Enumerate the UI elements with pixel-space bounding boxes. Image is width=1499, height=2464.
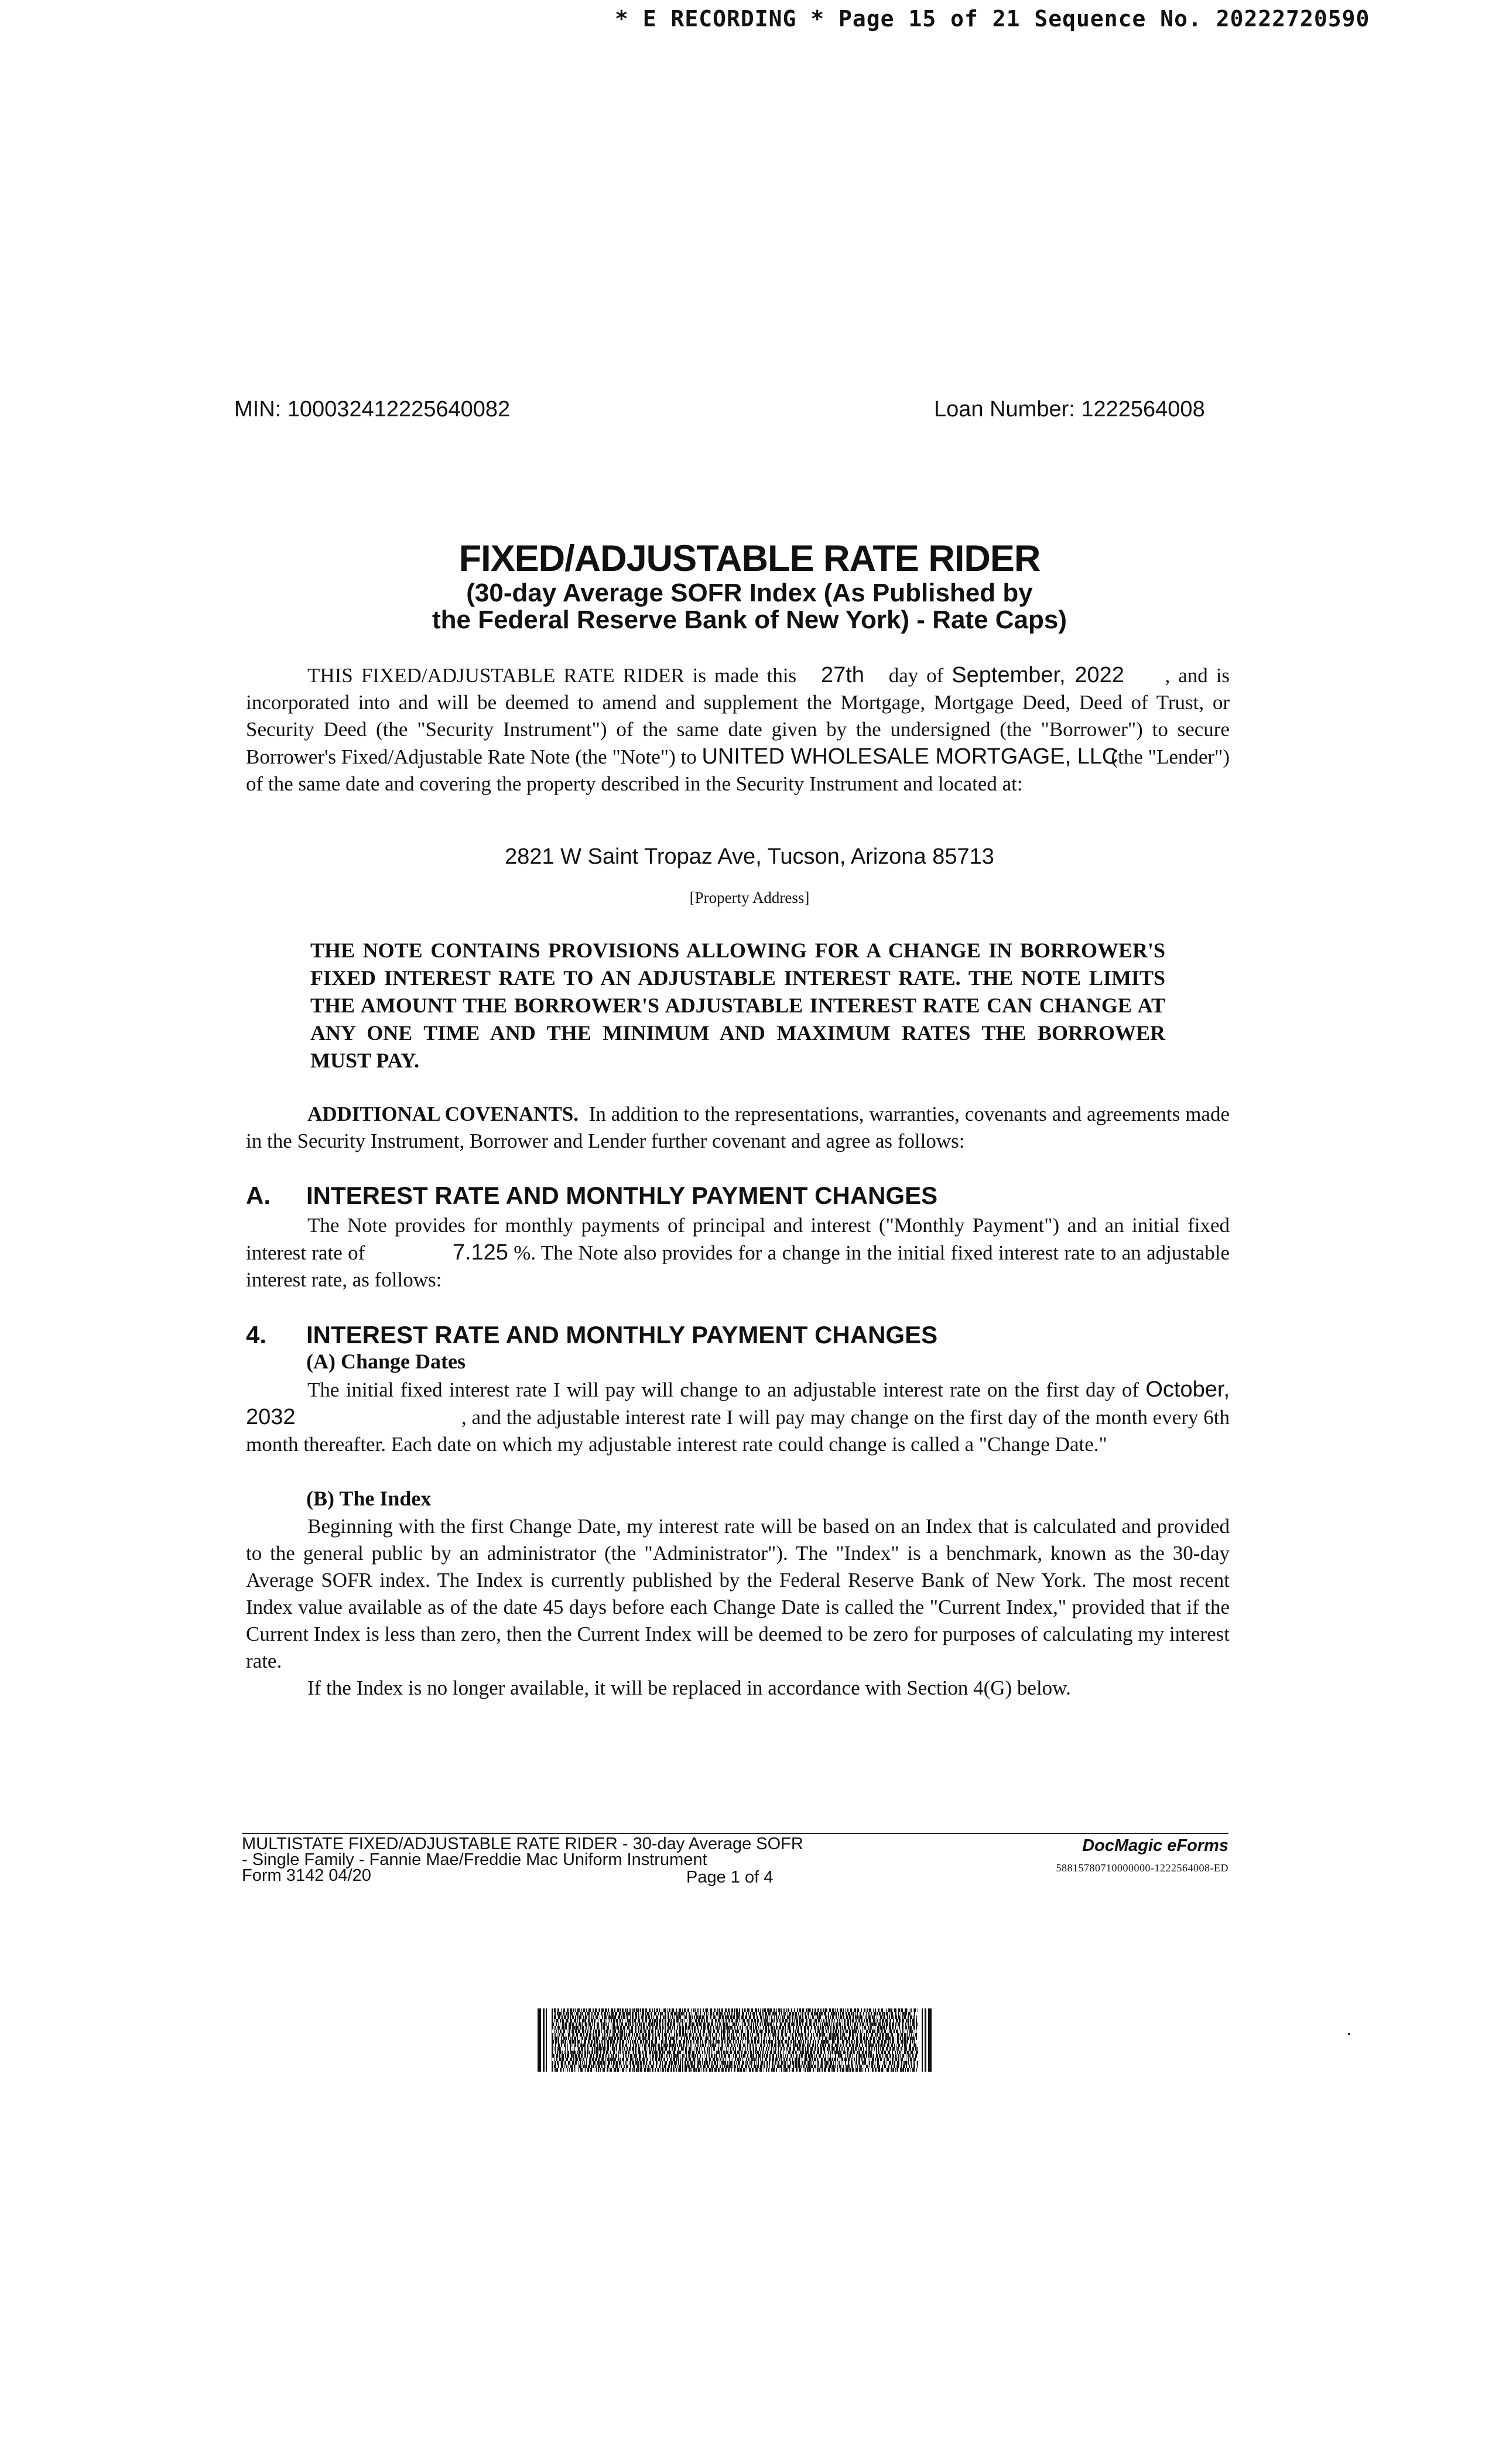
intro-day-of: day of [888,664,944,687]
section-a-text-after: %. The Note also provides for a change in the initial fixed interest rate to an adjustable interest rate, as follows: [246,1241,1230,1291]
loan-number: Loan Number: 1222564008 [934,397,1205,422]
additional-covenants-text: In addition to the representations, warranties, covenants and agreements made in the Security Instrument, Borrower and Lender further covenant and agree as follows: [246,1103,1230,1152]
scan-mark [1348,2033,1350,2035]
index-paragraph-1: Beginning with the first Change Date, my interest rate will be based on an Index that is calculated and provided to the general public by an administrator (the "Administrator"). The "Index" is a benchmark, known as the 30-day Average SOFR index. The Index is currently published by the Federal Reserve Bank of New York. The most recent Index value available as of the date 45 days before each Change Date is called the "Current Index," provided that if the Current Index is less than zero, then the Current Index will be deemed to be zero for purposes of calculating my interest rate. [246,1515,1230,1672]
index-heading: (B) The Index [306,1487,432,1510]
section-4-number: 4. [246,1321,267,1349]
footer-line3: Form 3142 04/20 [242,1866,371,1885]
section-a-number: A. [246,1182,271,1209]
intro-day: 27th [820,663,864,687]
property-address: 2821 W Saint Tropaz Ave, Tucson, Arizona 85713 [505,844,994,869]
intro-lead: THIS FIXED/ADJUSTABLE RATE RIDER is made this [307,664,797,687]
barcode-icon [538,2008,933,2072]
document-title: FIXED/ADJUSTABLE RATE RIDER [458,538,1041,579]
section-4-title: INTEREST RATE AND MONTHLY PAYMENT CHANGES [306,1321,938,1349]
section-a-text-before: The Note provides for monthly payments of principal and interest ("Monthly Payment") and an initial fixed interest rate of [246,1214,1230,1264]
first-change-date: October, 2032 [246,1377,1230,1429]
intro-closing: of the same date and covering the property described in the Security Instrument and located at: [246,772,1023,795]
initial-rate: 7.125 [452,1240,508,1265]
footer-divider [242,1833,1228,1834]
section-a-body [246,1212,1230,1293]
docmagic-logo: DocMagic eForms [1082,1836,1228,1855]
index-paragraph-2: If the Index is no longer available, it will be replaced in accordance with Section 4(G) below. [307,1676,1071,1699]
change-dates-body [246,1376,1230,1458]
change-dates-text-after: , and the adjustable interest rate I will pay may change on the first day of the month every 6th month thereafter. Each date on which my adjustable interest rate could change is called a "Change Date." [246,1406,1230,1456]
additional-covenants-heading: ADDITIONAL COVENANTS. [307,1103,579,1125]
additional-covenants [246,1101,1230,1155]
intro-month-year: September, 2022 [952,663,1124,687]
change-dates-text-before: The initial fixed interest rate I will pay will change to an adjustable interest rate on the first day of [307,1378,1139,1401]
footer-line2: - Single Family - Fannie Mae/Freddie Mac Uniform Instrument [242,1850,707,1869]
intro-body: and is incorporated into and will be deemed to amend and supplement the Mortgage, Mortgage Deed, Deed of Trust, or Security Deed (the "Security Instrument") of the same date given by the undersigned (the "Borrower") to secure Borrower's Fixed/Adjustable Rate Note (the "Note") to [246,664,1230,768]
recording-header: * E RECORDING * Page 15 of 21 Sequence No. 20222720590 [615,6,1370,32]
intro-paragraph [246,662,1230,798]
footer-line1: MULTISTATE FIXED/ADJUSTABLE RATE RIDER - 30-day Average SOFR [242,1835,803,1853]
section-a-title: INTEREST RATE AND MONTHLY PAYMENT CHANGES [306,1182,938,1209]
rate-change-notice: THE NOTE CONTAINS PROVISIONS ALLOWING FOR A CHANGE IN BORROWER'S FIXED INTEREST RATE TO AN ADJUSTABLE INTEREST RATE. THE NOTE LIMITS THE AMOUNT THE BORROWER'S ADJUSTABLE INTEREST RATE CAN CHANGE AT ANY ONE TIME AND THE MINIMUM AND MAXIMUM RATES THE BORROWER MUST PAY. [310,939,1165,1072]
document-subtitle-line2: the Federal Reserve Bank of New York) - Rate Caps) [432,605,1067,634]
document-subtitle-line1: (30-day Average SOFR Index (As Published by [466,579,1033,607]
index-body [246,1513,1230,1702]
property-address-label: [Property Address] [689,889,810,906]
change-dates-heading: (A) Change Dates [306,1350,466,1373]
lender-name: UNITED WHOLESALE MORTGAGE, LLC [701,744,1118,769]
document-code: 58815780710000000-1222564008-ED [1056,1862,1228,1874]
intro-comma: , [1165,664,1171,687]
min-number: MIN: 100032412225640082 [234,397,511,422]
lender-suffix: (the "Lender") [1111,745,1230,768]
page-number: Page 1 of 4 [686,1868,774,1887]
